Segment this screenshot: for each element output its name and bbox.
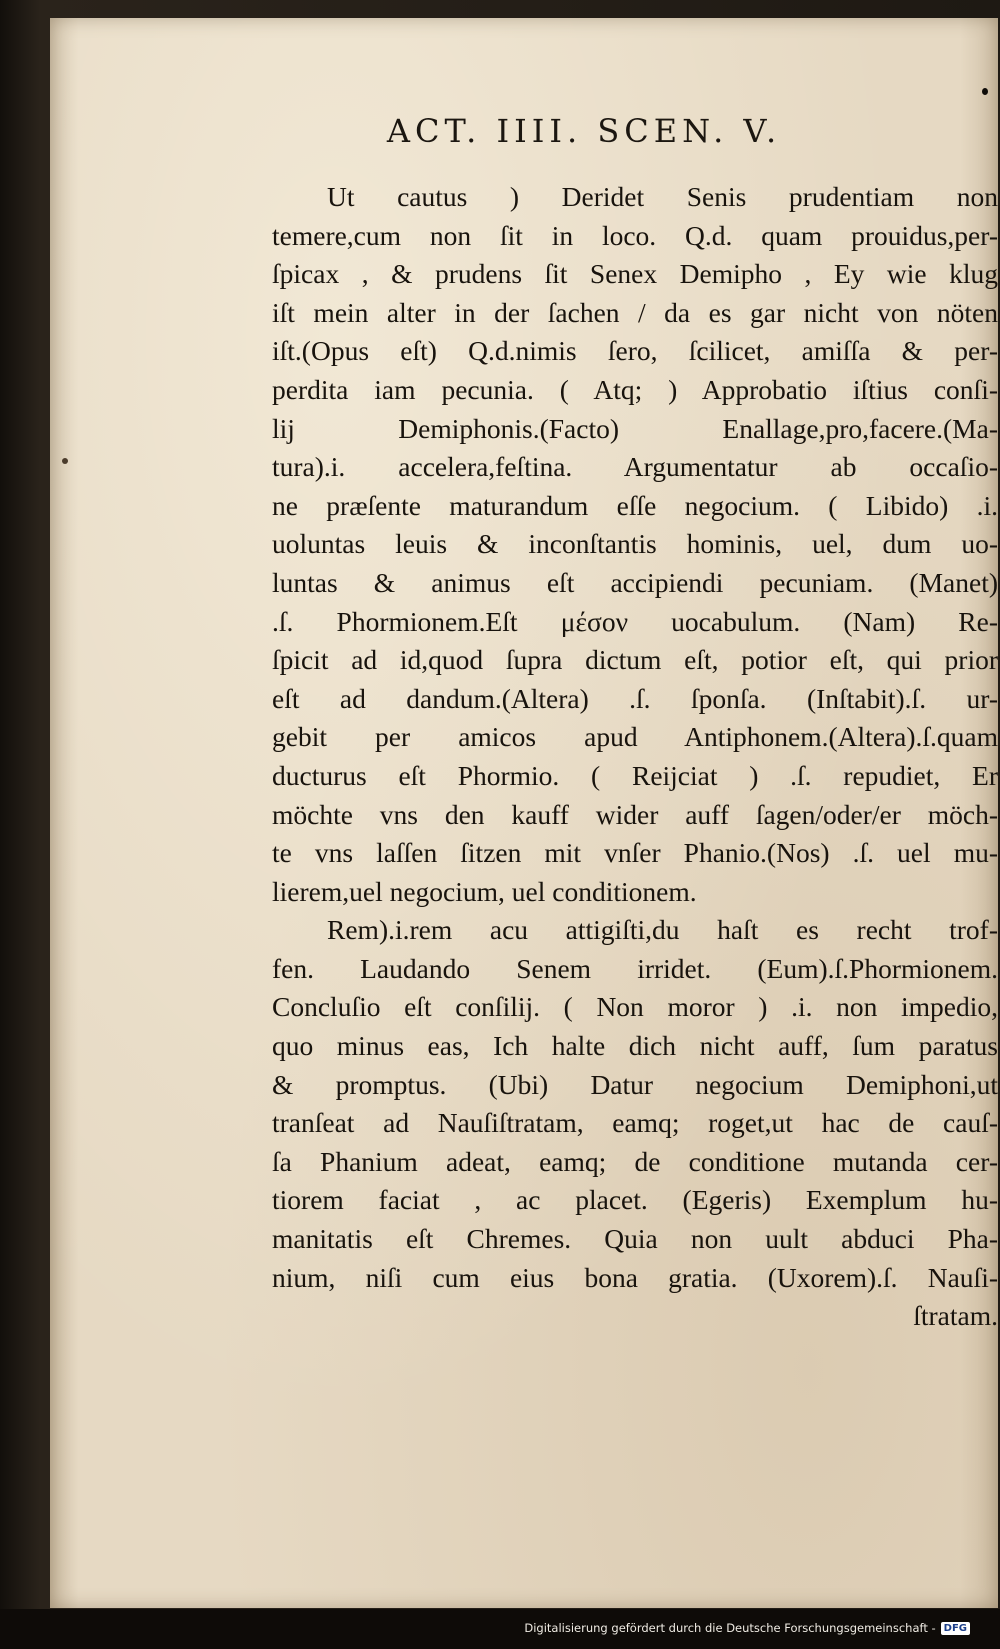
text-line: fen. Laudando Senem irridet. (Eum).ſ.Phormionem. bbox=[272, 952, 998, 984]
text-line: iſt mein alter in der ſachen / da es gar nicht von nöten bbox=[272, 296, 998, 328]
text-line: gebit per amicos apud Antiphonem.(Altera).ſ.quam bbox=[272, 721, 998, 753]
text-line: Ut cautus ) Deridet Senis prudentiam non bbox=[327, 181, 998, 212]
text-line: ſa Phanium adeat, eamq; de conditione mutanda cer- bbox=[272, 1145, 998, 1177]
text-line: ſpicax , & prudens ſit Senex Demipho , Ey wie klug bbox=[272, 258, 998, 290]
text-line: .ſ. Phormionem.Eſt μέσον uocabulum. (Nam) Re- bbox=[272, 605, 998, 637]
text-line: quo minus eas, Ich halte dich nicht auff, ſum paratus bbox=[272, 1030, 998, 1062]
text-line: ne præſente maturandum eſſe negocium. ( Libido) .i. bbox=[272, 489, 998, 521]
text-line: tiorem faciat , ac placet. (Egeris) Exemplum hu- bbox=[272, 1184, 998, 1216]
text-line: tranſeat ad Nauſiſtratam, eamq; roget,ut hac de cauſ- bbox=[272, 1107, 998, 1139]
text-line: te vns laſſen ſitzen mit vnſer Phanio.(Nos) .ſ. uel mu- bbox=[272, 837, 998, 869]
dfg-logo-icon: DFG bbox=[941, 1622, 970, 1635]
text-line: iſt.(Opus eſt) Q.d.nimis ſero, ſcilicet, amiſſa & per- bbox=[272, 335, 998, 367]
text-line: Rem).i.rem acu attigiſti,du haſt es recht trof- bbox=[327, 914, 998, 946]
text-line: ducturus eſt Phormio. ( Reijciat ) .ſ. repudiet, Er bbox=[272, 759, 998, 791]
text-line: nium, niſi cum eius bona gratia. (Uxorem).ſ. Nauſi- bbox=[272, 1261, 998, 1293]
text-line: lij Demiphonis.(Facto) Enallage,pro,facere.(Ma- bbox=[272, 412, 998, 444]
text-line: ſpicit ad id,quod ſupra dictum eſt, potior eſt, qui prior bbox=[272, 644, 998, 676]
book-page bbox=[50, 18, 998, 1608]
text-line: temere,cum non ſit in loco. Q.d. quam prouidus,per- bbox=[272, 219, 998, 251]
text-line: lierem,uel negocium, uel conditionem. bbox=[272, 875, 697, 907]
text-line: möchte vns den kauff wider auff ſagen/oder/er möch- bbox=[272, 798, 998, 830]
text-line: perdita iam pecunia. ( Atq; ) Approbatio iſtius conſi- bbox=[272, 373, 998, 405]
text-line: uoluntas leuis & inconſtantis hominis, uel, dum uo- bbox=[272, 528, 998, 560]
text-line: luntas & animus eſt accipiendi pecuniam. (Manet) bbox=[272, 566, 998, 598]
text-line: tura).i. accelera,feſtina. Argumentatur ab occaſio- bbox=[272, 451, 998, 483]
running-head: ACT. IIII. SCEN. V. bbox=[386, 112, 782, 150]
text-line: ſtratam. bbox=[913, 1300, 998, 1332]
credit-text: Digitalisierung gefördert durch die Deutsche Forschungsgemeinschaft - bbox=[524, 1621, 936, 1635]
text-line: eſt ad dandum.(Altera) .ſ. ſponſa. (Inſtabit).ſ. ur- bbox=[272, 682, 998, 714]
text-line: Concluſio eſt conſilij. ( Non moror ) .i. non impedio, bbox=[272, 991, 998, 1023]
text-line: & promptus. (Ubi) Datur negocium Demiphoni,ut bbox=[272, 1068, 998, 1100]
edge-mark bbox=[982, 88, 988, 95]
commentary-text bbox=[272, 178, 998, 1336]
text-line: manitatis eſt Chremes. Quia non uult abduci Pha- bbox=[272, 1223, 998, 1255]
digitization-credit bbox=[524, 1621, 970, 1635]
binding-mark bbox=[62, 458, 68, 464]
